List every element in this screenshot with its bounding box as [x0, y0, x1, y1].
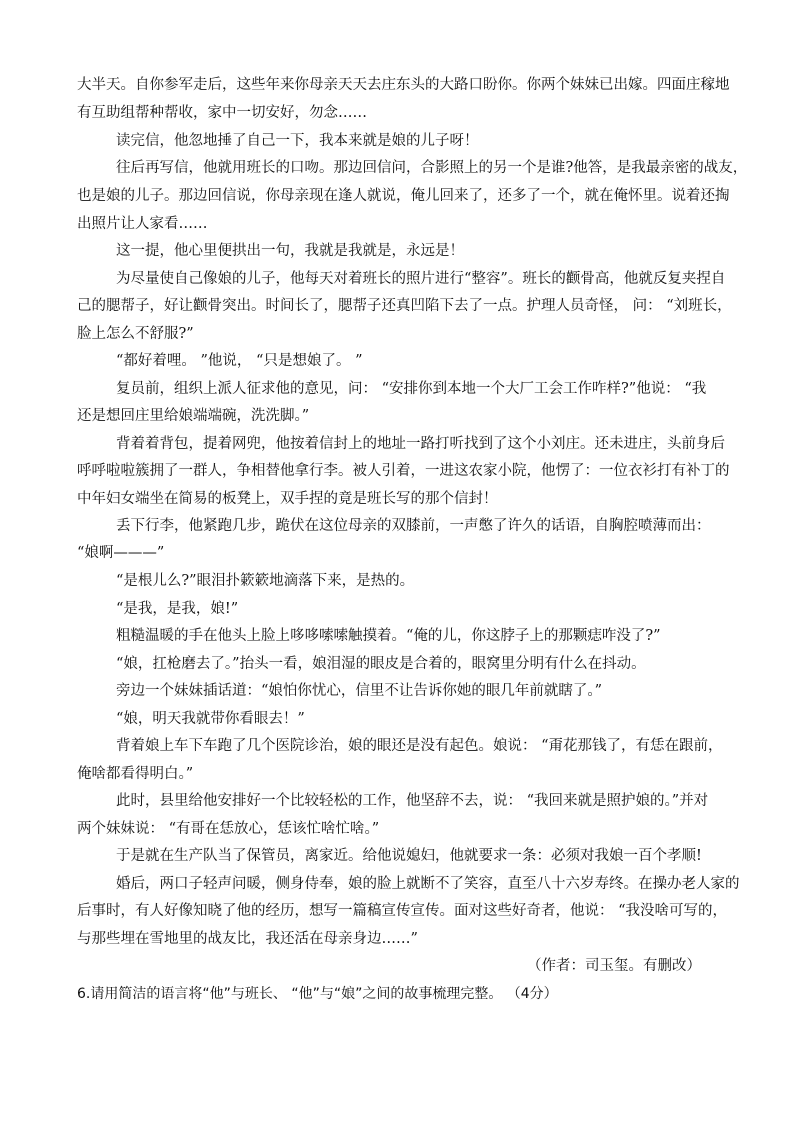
text-line: “娘啊———” — [77, 545, 165, 561]
text-line: 后事时，有人好像知晓了他的经历，想写一篇稿宣传宣传。面对这些好奇者，他说： “我没啥可写的， — [77, 903, 728, 919]
text-line: 出照片让人家看…… — [77, 216, 208, 232]
text-line: 这一提，他心里便拱出一句，我就是我就是，永远是！ — [116, 243, 464, 259]
text-line: 两个妹妹说： “有哥在恁放心，恁该忙啥忙啥。” — [77, 821, 380, 837]
text-line: 与那些埋在雪地里的战友比，我还活在母亲身边……” — [77, 931, 418, 947]
text-line: 呼呼啦啦簇拥了一群人，争相替他拿行李。被人引着，一进这农家小院，他愣了：一位衣衫打有补丁的 — [77, 463, 730, 479]
text-line: 俺啥都看得明白。” — [77, 766, 194, 782]
text-line: 复员前，组织上派人征求他的意见，问： “安排你到本地一个大厂工会工作咋样?”他说： “我 — [116, 381, 707, 397]
text-line: 大半天。自你参军走后，这些年来你母亲天天去庄东头的大路口盼你。你两个妹妹已出嫁。四面庄稼地 — [77, 77, 730, 93]
text-line: 此时，县里给他安排好一个比较轻松的工作，他坚辞不去，说： “我回来就是照护娘的。”并对 — [116, 793, 709, 809]
text-line: 读完信，他忽地捶了自己一下，我本来就是娘的儿子呀！ — [116, 133, 479, 149]
text-line: “娘，明天我就带你看眼去！” — [116, 711, 305, 727]
text-line: 也是娘的儿子。那边回信说，你母亲现在逢人就说，俺儿回来了，还多了一个，就在俺怀里。说着还掏 — [77, 188, 730, 204]
text-line: 于是就在生产队当了保管员，离家近。给他说媳妇，他就要求一条：必须对我娘一百个孝顺! — [116, 848, 702, 864]
text-line: “是根儿么?”眼泪扑簌簌地滴落下来，是热的。 — [116, 573, 415, 589]
text-line: 背着着背包，提着网兜，他按着信封上的地址一路打听找到了这个小刘庄。还未进庄，头前身后 — [116, 436, 725, 452]
text-line: 粗糙温暖的手在他头上脸上哆哆嗦嗦触摸着。“俺的儿，你这脖子上的那颗痣咋没了?” — [116, 628, 661, 644]
author-note: （作者：司玉玺。有删改） — [527, 958, 701, 974]
text-line: “是我，是我，娘!” — [116, 601, 239, 617]
text-line: 还是想回庄里给娘端端碗，洗洗脚。” — [77, 408, 310, 424]
text-line: 旁边一个妹妹插话道：“娘怕你忧心，信里不让告诉你她的眼几年前就瞎了。” — [116, 683, 603, 699]
text-line: 往后再写信，他就用班长的口吻。那边回信问，合影照上的另一个是谁?他答，是我最亲密的战友， — [116, 160, 748, 176]
text-line: 中年妇女端坐在简易的板凳上，双手捏的竟是班长写的那个信封！ — [77, 491, 498, 507]
text-line: 背着娘上车下车跑了几个医院诊治，娘的眼还是没有起色。娘说： “甭花那钱了，有恁在跟前， — [116, 738, 723, 754]
text-line: “都好着哩。 ”他说， “只是想娘了。 ” — [116, 353, 363, 369]
question-text: 6.请用简洁的语言将“他”与班长、 “他”与“娘”之间的故事梳理完整。 （4分） — [77, 986, 558, 1002]
text-line: 为尽量使自己像娘的儿子，他每天对着班长的照片进行“整容”。班长的颧骨高，他就反复夹捏自 — [116, 271, 726, 287]
text-line: 脸上怎么不舒服?” — [77, 326, 194, 342]
text-line: 有互助组帮种帮收，家中一切安好，勿念…… — [77, 105, 367, 121]
text-line: “娘，扛枪磨去了。”抬头一看，娘泪湿的眼皮是合着的，眼窝里分明有什么在抖动。 — [116, 656, 646, 672]
text-line: 婚后，两口子轻声问暖，侧身侍奉，娘的脸上就断不了笑容，直至八十六岁寿终。在操办老人家的 — [116, 876, 740, 892]
text-line: 丢下行李，他紧跑几步，跪伏在这位母亲的双膝前，一声憋了许久的话语，自胸腔喷薄而出： — [116, 518, 711, 534]
text-line: 己的腮帮子，好让颧骨突出。时间长了，腮帮子还真凹陷下去了一点。护理人员奇怪， 问： “刘班长， — [77, 298, 732, 314]
